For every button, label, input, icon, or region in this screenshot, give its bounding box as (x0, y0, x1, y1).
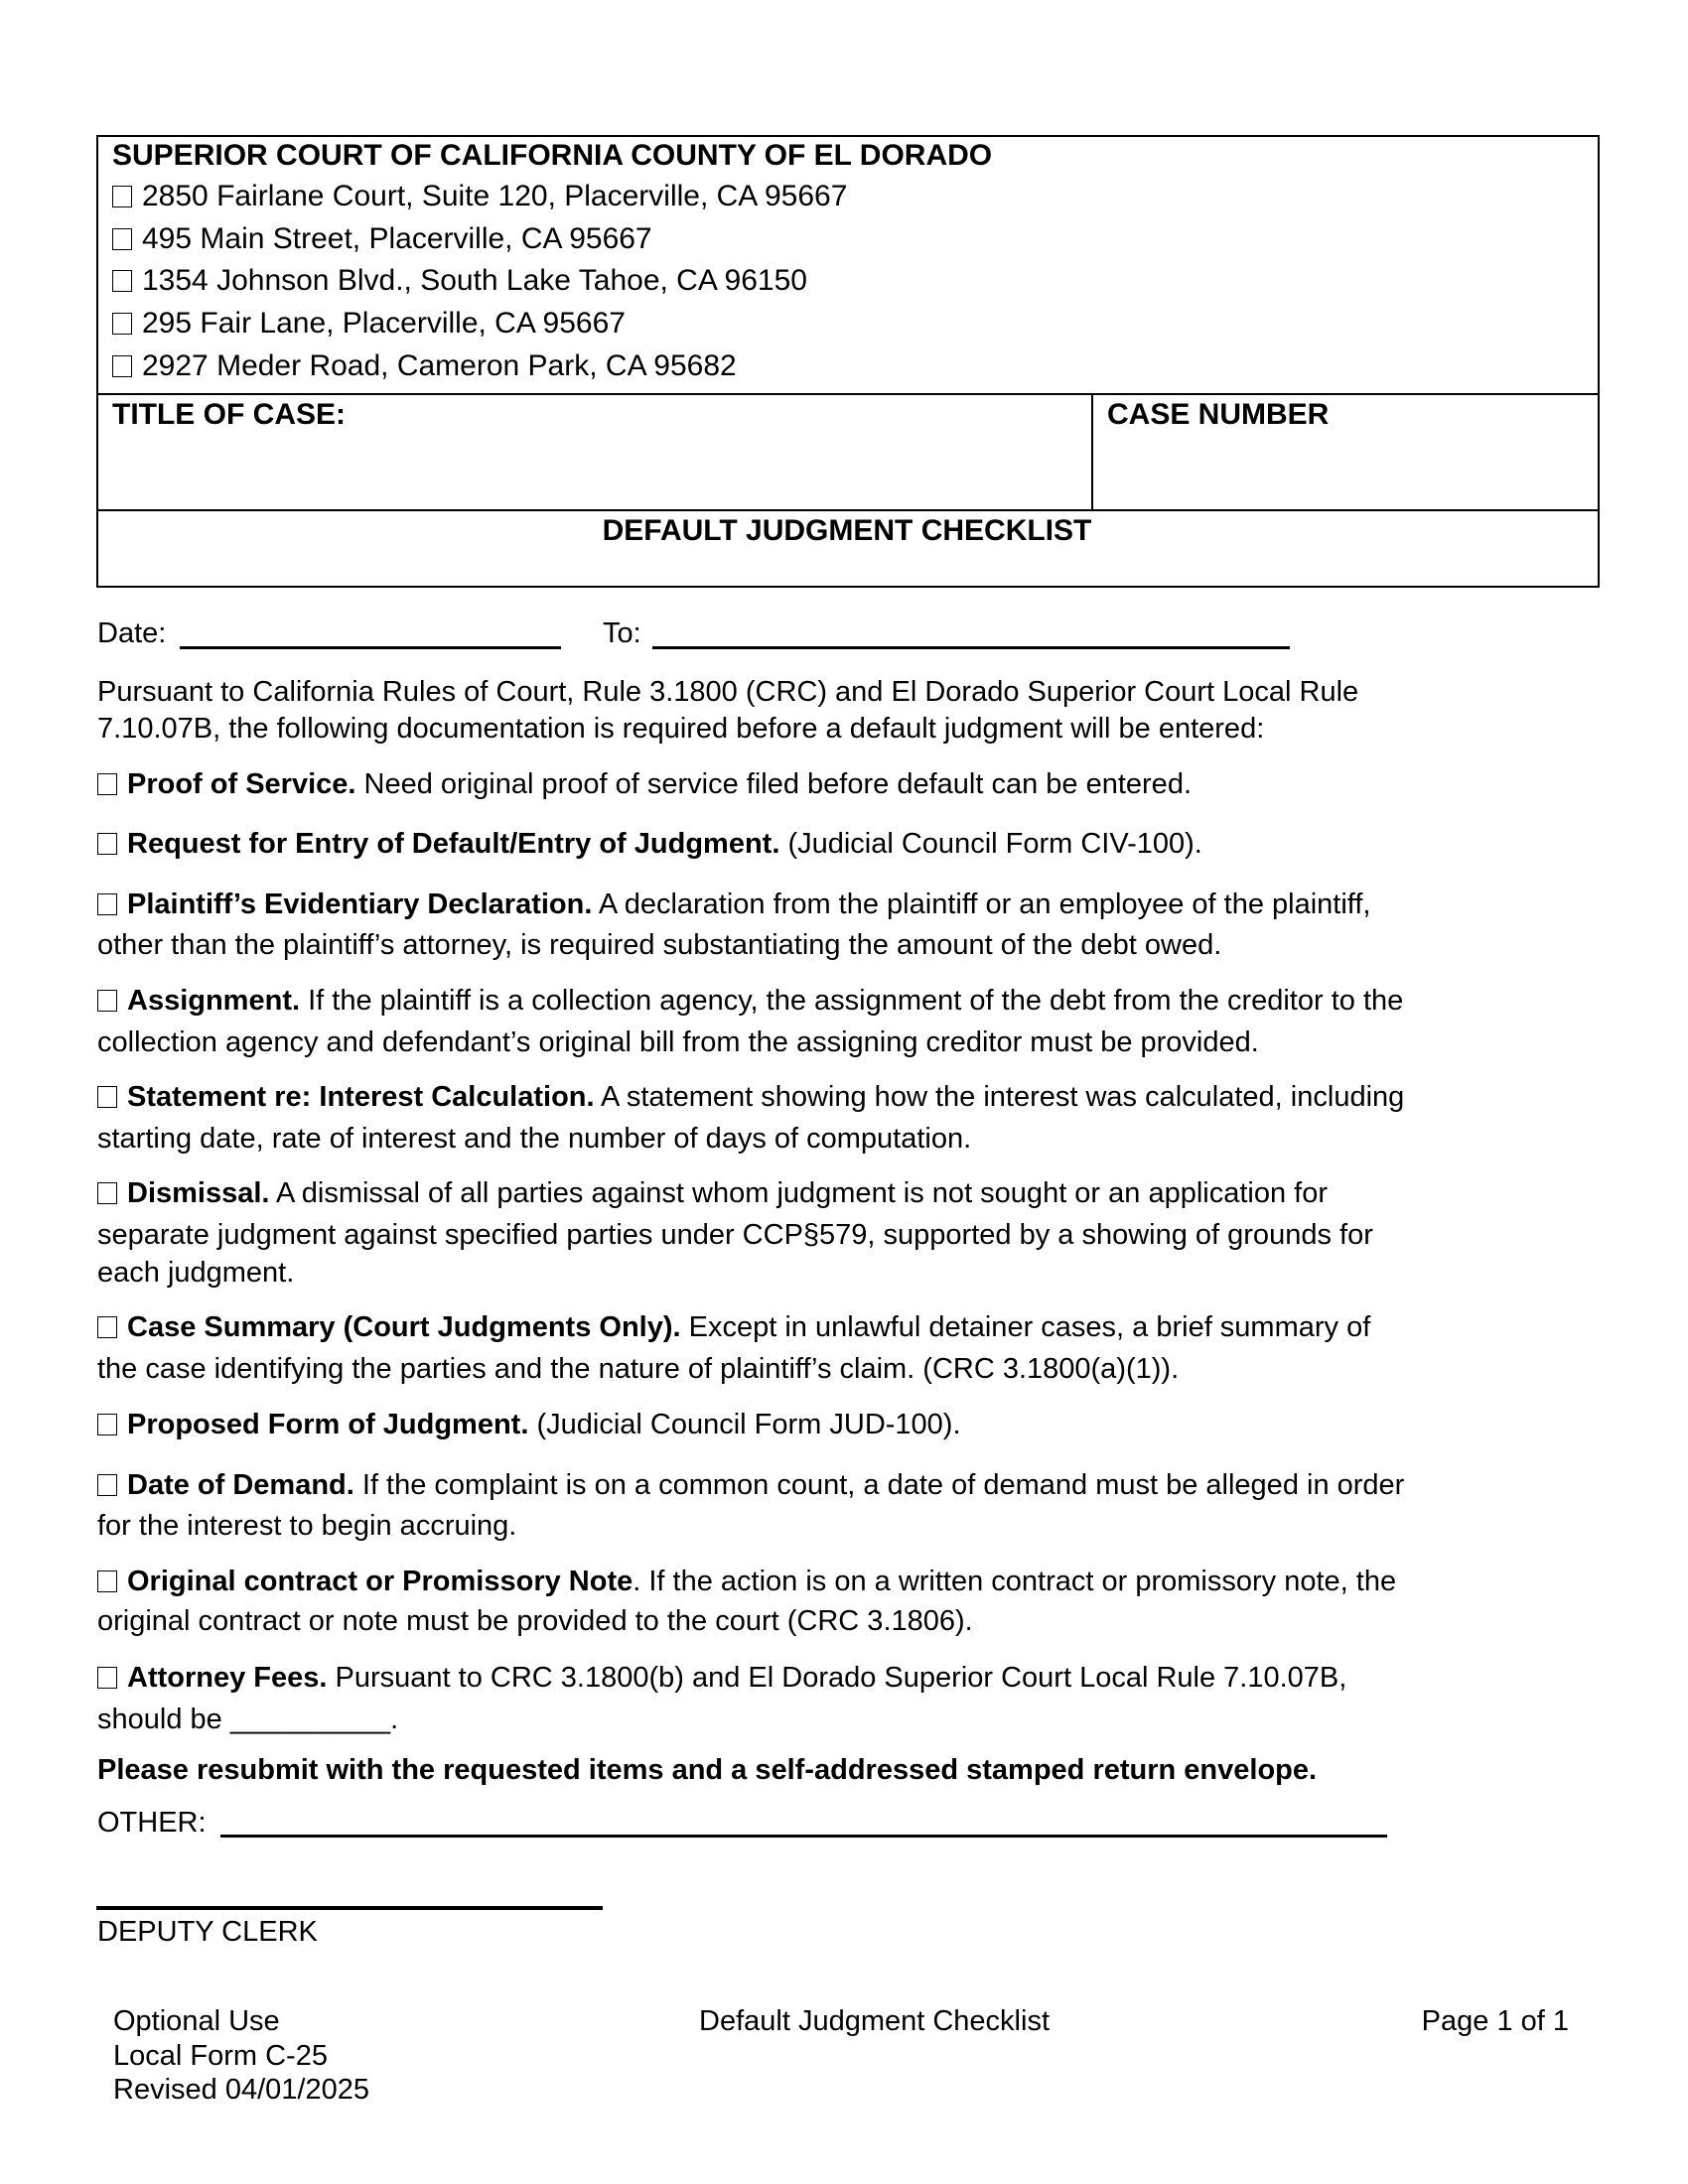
signature-line[interactable] (96, 1906, 603, 1910)
resubmit-notice: Please resubmit with the requested items and a self-addressed stamped return envelope. (97, 1754, 1318, 1786)
item-title: Request for Entry of Default/Entry of Judgment. (127, 828, 780, 860)
title-of-case-label: TITLE OF CASE: (112, 398, 346, 431)
item-title: Assignment. (127, 985, 301, 1017)
item-title: Plaintiff’s Evidentiary Declaration. (127, 888, 593, 920)
case-number-label: CASE NUMBER (1107, 398, 1330, 431)
item-text: . If the action is on a written contract or promissory note, the (633, 1566, 1397, 1597)
item-text: (Judicial Council Form JUD-100). (536, 1409, 961, 1440)
address-label: 2850 Fairlane Court, Suite 120, Placerville, CA 95667 (142, 180, 848, 212)
address-option[interactable] (112, 266, 807, 296)
footer-revised-date: Revised 04/01/2025 (113, 2074, 369, 2106)
court-name: SUPERIOR COURT OF CALIFORNIA COUNTY OF EL DORADO (112, 139, 993, 172)
item-title: Proof of Service. (127, 768, 356, 800)
checklist-item-request-for-entry[interactable] (97, 830, 1202, 859)
intro-text: 7.10.07B, the following documentation is required before a default judgment will be entered: (97, 713, 1265, 745)
item-title: Dismissal. (127, 1177, 270, 1209)
checkbox-icon[interactable] (97, 1570, 117, 1592)
item-text: (Judicial Council Form CIV-100). (787, 828, 1202, 860)
checkbox-icon[interactable] (97, 990, 117, 1012)
checklist-item-case-summary[interactable] (97, 1313, 1370, 1342)
footer-title: Default Judgment Checklist (699, 2005, 1050, 2037)
item-title: Case Summary (Court Judgments Only). (127, 1311, 681, 1343)
item-title: Proposed Form of Judgment. (127, 1409, 529, 1440)
checkbox-icon[interactable] (112, 186, 132, 207)
checkbox-icon[interactable] (97, 1414, 117, 1435)
item-text: other than the plaintiff’s attorney, is required substantiating the amount of the debt owed. (97, 929, 1222, 961)
checklist-item-proof-of-service[interactable] (97, 770, 1192, 799)
signature-label: DEPUTY CLERK (97, 1916, 318, 1948)
item-title: Attorney Fees. (127, 1662, 328, 1694)
item-text: the case identifying the parties and the nature of plaintiff’s claim. (CRC 3.1800(a)(1)). (97, 1353, 1180, 1385)
item-title: Statement re: Interest Calculation. (127, 1081, 595, 1113)
form-title: DEFAULT JUDGMENT CHECKLIST (602, 514, 1092, 547)
address-label: 1354 Johnson Blvd., South Lake Tahoe, CA 96150 (142, 264, 807, 297)
checkbox-icon[interactable] (97, 1086, 117, 1108)
checklist-item-evidentiary-declaration[interactable] (97, 890, 1370, 919)
checklist-item-attorney-fees[interactable] (97, 1664, 1346, 1693)
item-text: A dismissal of all parties against whom judgment is not sought or an application for (275, 1177, 1329, 1209)
address-option[interactable] (112, 351, 737, 381)
checkbox-icon[interactable] (97, 1667, 117, 1689)
other-label: OTHER: (97, 1807, 207, 1839)
checkbox-icon[interactable] (97, 1474, 117, 1496)
checklist-item-dismissal[interactable] (97, 1179, 1328, 1208)
date-field[interactable] (180, 646, 561, 649)
divider (96, 393, 1598, 395)
checklist-item-assignment[interactable] (97, 987, 1403, 1016)
checklist-item-interest-calculation[interactable] (97, 1083, 1404, 1112)
title-of-case-field[interactable] (99, 437, 1087, 506)
page-number: Page 1 of 1 (1421, 2005, 1569, 2037)
footer-form-number: Local Form C-25 (113, 2040, 328, 2072)
checkbox-icon[interactable] (97, 773, 117, 795)
checklist-item-proposed-judgment[interactable] (97, 1411, 961, 1439)
to-field[interactable] (652, 646, 1290, 649)
item-text: each judgment. (97, 1257, 295, 1289)
intro-text: Pursuant to California Rules of Court, Rule 3.1800 (CRC) and El Dorado Superior Court Local Rule (97, 676, 1359, 708)
checkbox-icon[interactable] (97, 1182, 117, 1204)
checkbox-icon[interactable] (97, 833, 117, 855)
item-text: for the interest to begin accruing. (97, 1510, 517, 1542)
checkbox-icon[interactable] (112, 313, 132, 335)
address-option[interactable] (112, 224, 652, 254)
item-text: starting date, rate of interest and the number of days of computation. (97, 1123, 972, 1155)
item-text: separate judgment against specified parties under CCP§579, supported by a showing of grounds for (97, 1219, 1373, 1251)
checkbox-icon[interactable] (112, 355, 132, 377)
item-text: A statement showing how the interest was calculated, including (601, 1081, 1405, 1113)
footer-optional-use: Optional Use (113, 2005, 280, 2037)
divider (1091, 393, 1093, 510)
address-label: 495 Main Street, Placerville, CA 95667 (142, 222, 652, 255)
other-field[interactable] (220, 1835, 1387, 1838)
item-text: A declaration from the plaintiff or an employee of the plaintiff, (598, 888, 1371, 920)
item-text: original contract or note must be provided to the court (CRC 3.1806). (97, 1605, 973, 1637)
address-label: 295 Fair Lane, Placerville, CA 95667 (142, 307, 626, 340)
checkbox-icon[interactable] (112, 270, 132, 292)
checklist-item-original-contract[interactable] (97, 1568, 1396, 1596)
item-title: Date of Demand. (127, 1469, 354, 1501)
checkbox-icon[interactable] (112, 228, 132, 250)
item-text: If the complaint is on a common count, a date of demand must be alleged in order (361, 1469, 1405, 1501)
attorney-fees-amount-field[interactable]: should be __________. (97, 1704, 399, 1735)
address-option[interactable] (112, 309, 626, 339)
address-label: 2927 Meder Road, Cameron Park, CA 95682 (142, 349, 737, 382)
checklist-item-date-of-demand[interactable] (97, 1471, 1404, 1500)
item-text: Need original proof of service filed before default can be entered. (363, 768, 1192, 800)
item-text: Pursuant to CRC 3.1800(b) and El Dorado Superior Court Local Rule 7.10.07B, (335, 1662, 1347, 1694)
checkbox-icon[interactable] (97, 1316, 117, 1338)
to-label: To: (603, 617, 641, 649)
divider (96, 509, 1598, 511)
checkbox-icon[interactable] (97, 893, 117, 915)
item-title: Original contract or Promissory Note (127, 1566, 633, 1597)
item-text: If the plaintiff is a collection agency, the assignment of the debt from the creditor to the (308, 985, 1404, 1017)
date-label: Date: (97, 617, 167, 649)
item-text: collection agency and defendant’s original bill from the assigning creditor must be provided. (97, 1026, 1259, 1058)
address-option[interactable] (112, 182, 847, 211)
item-text: Except in unlawful detainer cases, a brief summary of (688, 1311, 1371, 1343)
case-number-field[interactable] (1095, 437, 1592, 506)
